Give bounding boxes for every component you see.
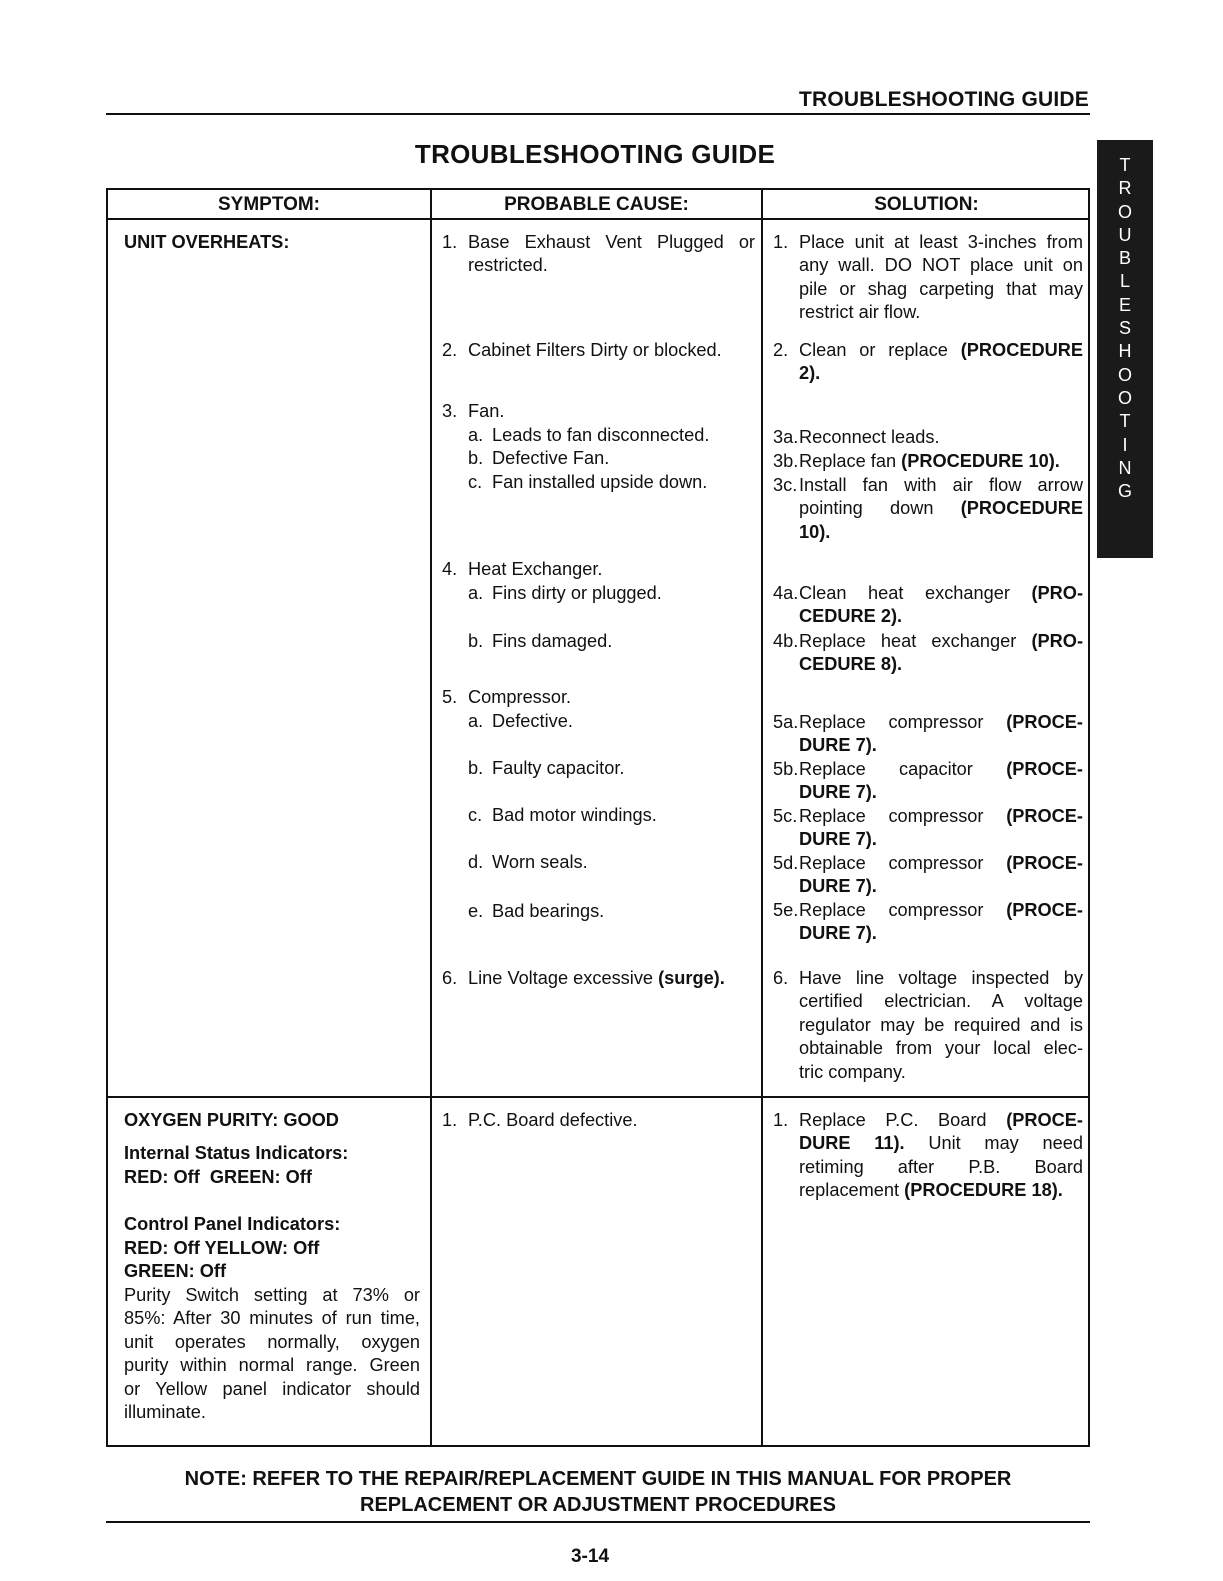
cause-text-bold: (surge). [658,968,725,988]
solution-procedure: 10). [799,521,831,542]
cause-sub-text: Worn seals. [492,852,588,872]
cause-sub-letter: b. [468,631,484,651]
solution-5a [773,711,1083,758]
cause-1 [442,231,755,278]
side-tab-letter: O [1117,201,1132,222]
cause-3 [442,400,755,495]
column-divider [761,190,763,1445]
symptom-unit-overheats: UNIT OVERHEATS: [124,232,290,252]
cause-number: 2. [442,340,458,360]
solution-4b [773,630,1083,677]
page-number: 3-14 [570,1546,610,1567]
solution-procedure: (PROCEDURE 18). [904,1180,1063,1201]
solution-label: 3b. [773,451,799,471]
side-tab-letter: N [1118,457,1132,478]
control-indicators-label: Control Panel Indicators: [124,1214,341,1234]
cause-text: P.C. Board defective. [468,1110,638,1130]
symptom-description: unit operates normally, oxygen [124,1331,420,1352]
solution-procedure: DURE 7). [799,782,877,803]
solution-text: Replace fan [799,451,897,471]
cause-sub-text: Bad bearings. [492,901,605,921]
solution-procedure: CEDURE 2). [799,606,903,627]
symptom-description: purity within normal range. Green [124,1355,420,1376]
solution-text: Clean or replace [799,340,948,360]
cause-text: Base Exhaust Vent Plugged or [468,232,755,252]
side-tab-letter: H [1118,341,1132,362]
solution-6 [773,967,1083,1087]
solution-label: 5b. [773,759,799,779]
troubleshooting-table [106,188,1090,1447]
solution-text: pile or shag carpeting that may [799,278,1083,299]
header-rule [106,113,1090,115]
solution-3b [773,450,1083,474]
cause-sub-letter: c. [468,472,483,492]
solution-text: pointing down [799,498,934,519]
cause-pc-board [442,1109,755,1133]
footer-rule [106,1521,1090,1523]
internal-indicators-values: RED: Off GREEN: Off [124,1167,312,1187]
solution-2 [773,339,1083,386]
symptom-description: or Yellow panel indicator should [124,1378,420,1399]
solution-4a [773,582,1083,629]
side-tab-letter: O [1117,387,1132,408]
solution-procedure: DURE 7). [799,735,877,756]
solution-text: Replace compressor [799,900,984,920]
solution-text: retiming after P.B. Board [799,1156,1083,1177]
page-title: TROUBLESHOOTING GUIDE [414,139,776,169]
solution-text: Replace compressor [799,712,984,732]
solution-text: obtainable from your local elec- [799,1038,1083,1059]
cause-sub-letter: e. [468,901,484,921]
column-header-cause: PROBABLE CAUSE: [504,194,689,215]
cause-sub-letter: b. [468,758,484,778]
note-line: REPLACEMENT OR ADJUSTMENT PROCEDURES [360,1494,836,1516]
symptom-description: illuminate. [124,1402,206,1423]
solution-text: Replace P.C. Board [799,1110,987,1130]
side-tab-letter: S [1118,318,1131,339]
cause-text: restricted. [468,255,548,276]
solution-label: 5d. [773,853,799,873]
column-header-solution: SOLUTION: [874,194,979,215]
solution-text: Install fan with air flow arrow [799,475,1083,495]
cause-sub-letter: a. [468,583,484,603]
solution-text: Replace compressor [799,853,984,873]
solution-text: restrict air flow. [799,302,921,323]
cause-sub-letter: c. [468,805,483,825]
internal-indicators-label: Internal Status Indicators: [124,1143,349,1163]
solution-text: any wall. DO NOT place unit on [799,255,1083,276]
solution-procedure: DURE 7). [799,923,877,944]
solution-procedure: DURE 7). [799,829,877,850]
solution-5b [773,758,1083,805]
solution-1 [773,231,1083,326]
solution-label: 5c. [773,806,798,826]
solution-procedure: (PROCEDURE [960,340,1083,360]
cause-sub-letter: a. [468,425,484,445]
side-tab-letter: T [1119,411,1131,432]
solution-label: 3c. [773,475,798,495]
symptom-title: OXYGEN PURITY: GOOD [124,1110,339,1130]
cause-sub-letter: b. [468,448,484,468]
cause-sub-text: Fins dirty or plugged. [492,583,662,603]
column-divider [430,190,432,1445]
solution-label: 4b. [773,631,799,651]
cause-sub-text: Bad motor windings. [492,805,657,825]
solution-label: 3a. [773,427,799,447]
solution-label: 5a. [773,712,799,732]
solution-procedure: DURE 11). [799,1133,905,1154]
cause-sub-letter: d. [468,852,484,872]
cause-text: Line Voltage excessive [468,968,654,988]
cause-sub-text: Defective Fan. [492,448,610,468]
solution-procedure: (PROCE- [1006,759,1083,779]
side-tab-letter: E [1118,294,1131,315]
cause-sub-text: Leads to fan disconnected. [492,425,710,445]
column-header-symptom: SYMPTOM: [217,194,321,215]
solution-text: Replace capacitor [799,759,973,779]
solution-label: 5e. [773,900,799,920]
solution-number: 1. [773,1110,789,1130]
cause-text: Compressor. [468,687,572,707]
solution-text: Clean heat exchanger [799,583,1010,603]
cause-6 [442,967,755,991]
cause-number: 1. [442,1110,458,1130]
solution-procedure: (PROCE- [1006,853,1083,873]
side-tab-letter: T [1119,155,1131,175]
side-tab-letter: R [1118,178,1132,199]
side-tab-letter: L [1119,271,1130,292]
solution-procedure: (PROCEDURE [960,498,1083,519]
solution-procedure: (PRO- [1031,583,1083,603]
solution-number: 6. [773,968,789,988]
cause-sub-text: Faulty capacitor. [492,758,625,778]
cause-5 [442,686,755,926]
solution-text: Reconnect leads. [799,427,940,447]
solution-text: tric company. [799,1061,906,1082]
solution-procedure: (PRO- [1031,631,1083,651]
row-divider [108,1096,1088,1098]
solution-5d [773,852,1083,899]
solution-label: 4a. [773,583,799,603]
solution-procedure: (PROCE- [1006,806,1083,826]
solution-procedure: 2). [799,363,821,384]
side-tab-letter: I [1122,434,1128,455]
cause-4 [442,558,755,658]
solution-text: Replace compressor [799,806,984,826]
solution-number: 1. [773,232,789,252]
cause-sub-letter: a. [468,711,484,731]
note [106,1466,1090,1518]
solution-5c [773,805,1083,852]
solution-text: regulator may be required and is [799,1014,1083,1035]
solution-text: replacement [799,1180,900,1201]
solution-text: certified electrician. A voltage [799,991,1083,1012]
cause-sub-text: Fan installed upside down. [492,472,708,492]
solution-procedure: CEDURE 8). [799,654,903,675]
solution-procedure: (PROCEDURE 10). [901,451,1060,471]
solution-text: Have line voltage inspected by [799,968,1083,988]
cause-number: 4. [442,559,458,579]
solution-3a [773,426,1083,450]
solution-procedure: (PROCE- [1006,712,1083,732]
solution-text: Unit may need [928,1133,1083,1154]
solution-text: Place unit at least 3-inches from [799,232,1083,252]
cause-text: Heat Exchanger. [468,559,603,579]
solution-pc-board [773,1109,1083,1204]
symptom-description: Purity Switch setting at 73% or [124,1285,420,1305]
control-indicators-values: GREEN: Off [124,1261,227,1281]
side-tab-letter: U [1118,224,1132,245]
note-line: NOTE: REFER TO THE REPAIR/REPLACEMENT GUIDE IN THIS MANUAL FOR PROPER [184,1468,1012,1490]
solution-5e [773,899,1083,946]
cause-number: 1. [442,232,458,252]
cause-text: Cabinet Filters Dirty or blocked. [468,340,722,360]
cause-text: Fan. [468,401,505,421]
cause-number: 5. [442,687,458,707]
control-indicators-values: RED: Off YELLOW: Off [124,1238,320,1258]
side-tab-letter: G [1117,481,1132,502]
cause-sub-text: Fins damaged. [492,631,613,651]
side-tab-letter: O [1117,364,1132,385]
solution-number: 2. [773,340,789,360]
cause-sub-text: Defective. [492,711,573,731]
solution-procedure: DURE 7). [799,876,877,897]
cause-2 [442,339,755,363]
header-title: TROUBLESHOOTING GUIDE [798,88,1089,111]
cause-number: 6. [442,968,458,988]
solution-procedure: (PROCE- [1006,900,1083,920]
symptom-description: 85%: After 30 minutes of run time, [124,1308,420,1329]
section-side-tab [1097,140,1153,558]
solution-procedure: (PROCE- [1006,1110,1083,1130]
solution-text: Replace heat exchanger [799,631,1017,651]
cause-number: 3. [442,401,458,421]
solution-3c [773,474,1083,546]
side-tab-letter: B [1118,248,1131,269]
